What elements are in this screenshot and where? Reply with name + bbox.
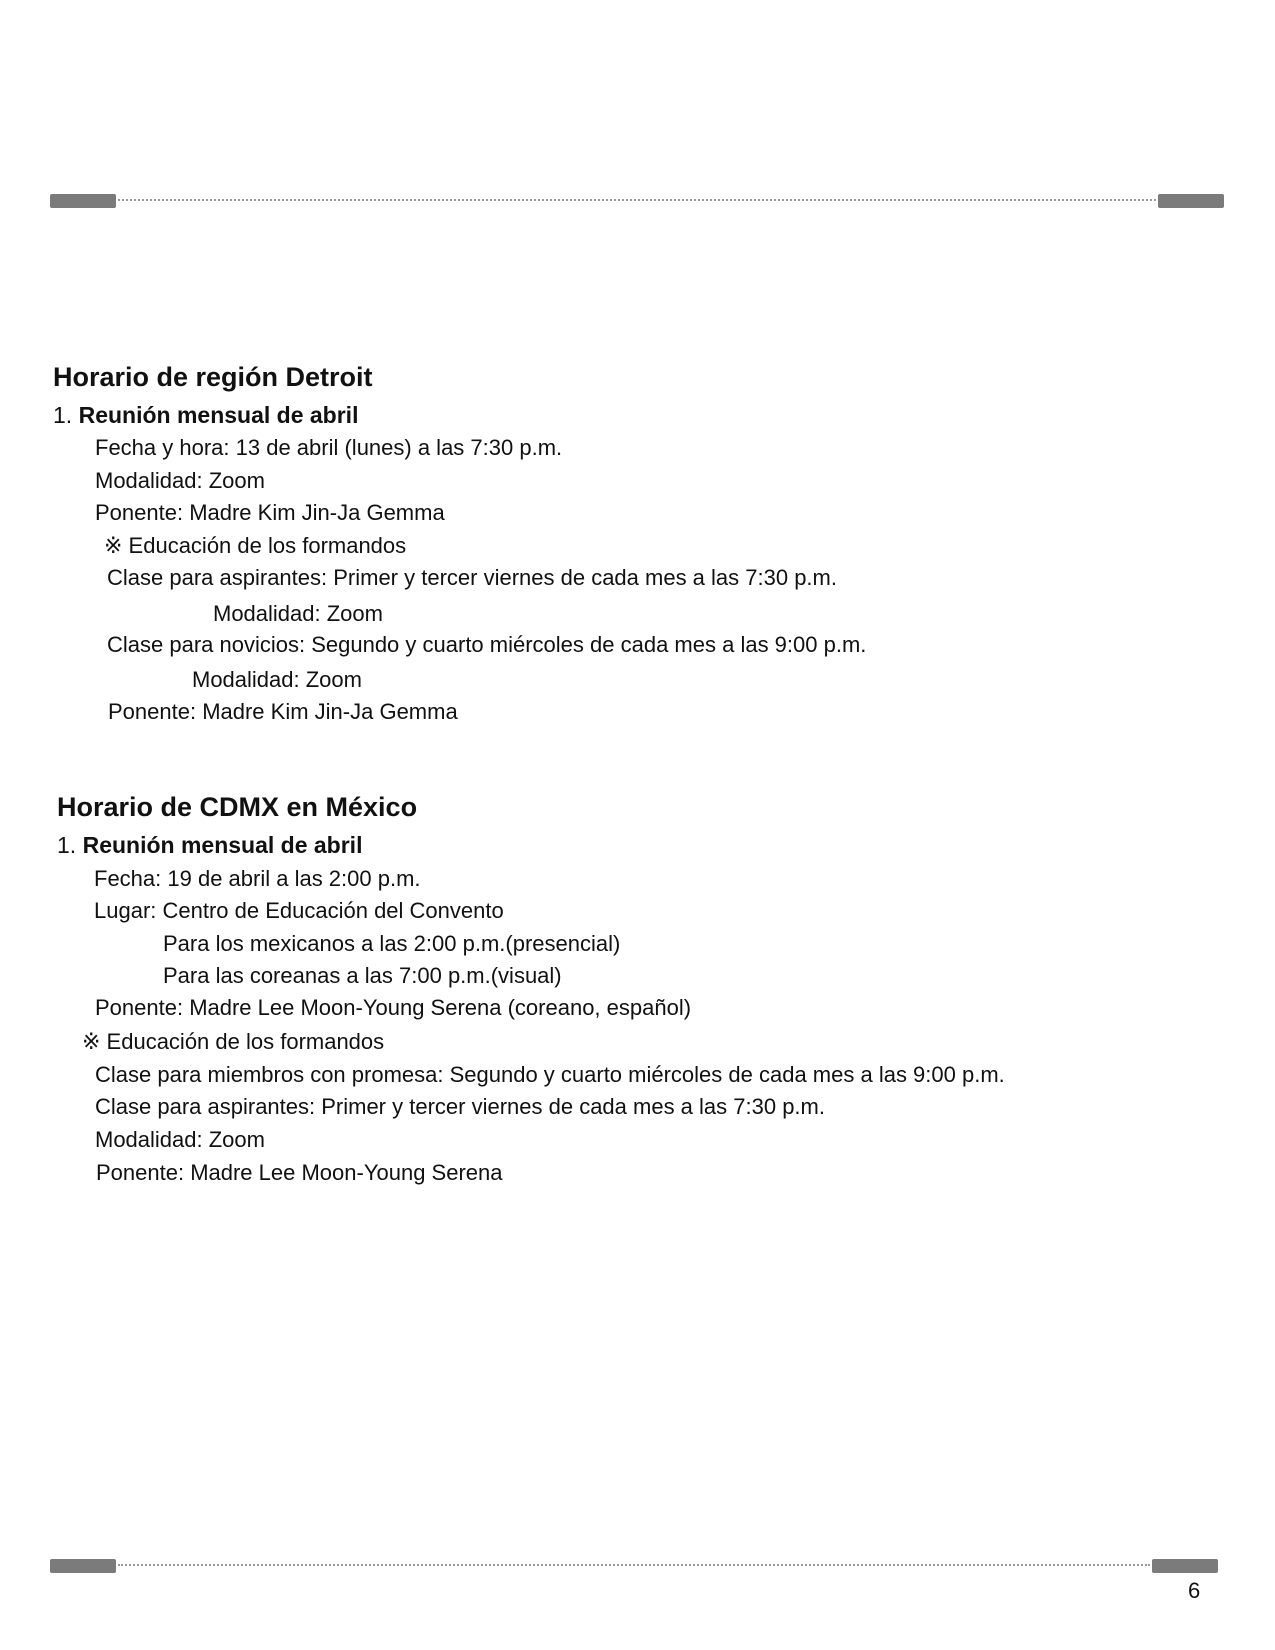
- schedule-line: Ponente: Madre Lee Moon-Young Serena: [96, 1160, 503, 1185]
- schedule-line: Fecha: 19 de abril a las 2:00 p.m.: [94, 866, 421, 891]
- schedule-line: Modalidad: Zoom: [95, 1127, 265, 1152]
- schedule-line: Clase para aspirantes: Primer y tercer viernes de cada mes a las 7:30 p.m.: [107, 565, 837, 590]
- item-heading: [57, 832, 362, 859]
- schedule-line: Fecha y hora: 13 de abril (lunes) a las 7:30 p.m.: [95, 435, 563, 460]
- item-title: Reunión mensual de abril: [78, 402, 359, 428]
- schedule-line: ※ Educación de los formandos: [104, 533, 407, 558]
- schedule-line: ※ Educación de los formandos: [82, 1029, 385, 1054]
- top-divider: [0, 190, 1275, 206]
- item-number: 1.: [53, 402, 73, 428]
- schedule-line: Lugar: Centro de Educación del Convento: [94, 898, 504, 923]
- schedule-line: Ponente: Madre Lee Moon-Young Serena (coreano, español): [95, 995, 692, 1020]
- section-title: Horario de región Detroit: [53, 362, 373, 392]
- schedule-line: Clase para novicios: Segundo y cuarto miércoles de cada mes a las 9:00 p.m.: [107, 632, 867, 657]
- bottom-divider-dots: [118, 1564, 1150, 1566]
- schedule-line: Modalidad: Zoom: [192, 667, 362, 692]
- section-title: Horario de CDMX en México: [57, 792, 418, 822]
- schedule-line: Para las coreanas a las 7:00 p.m.(visual): [163, 963, 562, 988]
- schedule-line: Clase para aspirantes: Primer y tercer viernes de cada mes a las 7:30 p.m.: [95, 1094, 825, 1119]
- top-divider-right-cap: [1158, 194, 1224, 208]
- schedule-line: Modalidad: Zoom: [95, 468, 265, 493]
- top-divider-left-cap: [50, 194, 116, 208]
- schedule-line: Ponente: Madre Kim Jin-Ja Gemma: [108, 699, 458, 724]
- bottom-divider-left-cap: [50, 1559, 116, 1573]
- schedule-line: Para los mexicanos a las 2:00 p.m.(presencial): [163, 931, 621, 956]
- item-title: Reunión mensual de abril: [82, 832, 363, 858]
- schedule-line: Clase para miembros con promesa: Segundo y cuarto miércoles de cada mes a las 9:00 p.m.: [95, 1062, 1005, 1087]
- bottom-divider: [0, 1555, 1275, 1571]
- schedule-line: Ponente: Madre Kim Jin-Ja Gemma: [95, 500, 445, 525]
- page-number: 6: [1188, 1578, 1201, 1603]
- top-divider-dots: [118, 199, 1156, 201]
- item-number: 1.: [57, 832, 77, 858]
- schedule-line: Modalidad: Zoom: [213, 601, 383, 626]
- item-heading: [53, 402, 358, 429]
- bottom-divider-right-cap: [1152, 1559, 1218, 1573]
